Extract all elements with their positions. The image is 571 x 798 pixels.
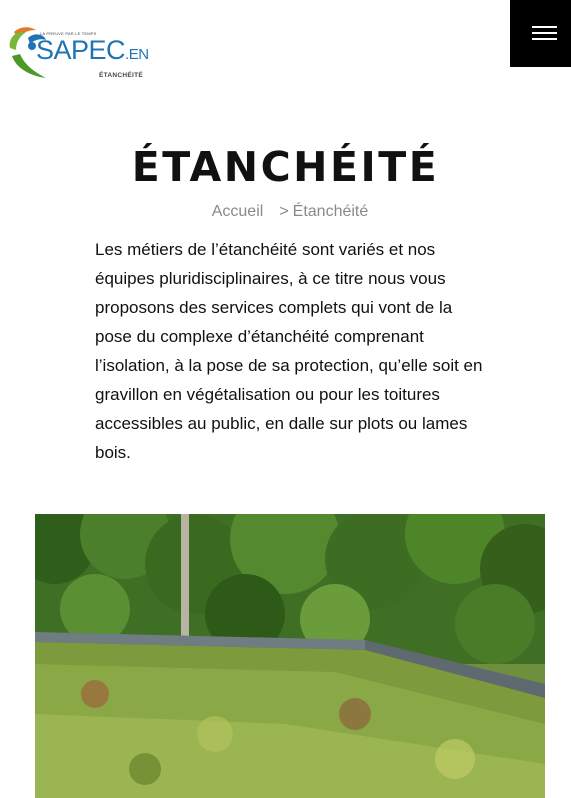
breadcrumb	[0, 203, 571, 221]
green-roof-photo	[35, 514, 545, 798]
intro-paragraph: Les métiers de l’étanchéité sont variés et nos équipes pluridisciplinaires, à ce titre nous vous proposons des services complets qui vont de la pose du complexe d’étanchéité comprenant l’isolation, à la pose de sa protection, qu’elle soit en gravillon en végétalisation ou pour les toitures accessibles au public, en dalle sur plots ou lames bois.	[95, 240, 483, 462]
site-logo[interactable]	[6, 22, 149, 84]
logo-tagline: LA PREUVE PAR LE TEMPS	[40, 31, 97, 36]
site-header	[0, 0, 571, 90]
menu-button[interactable]	[510, 0, 571, 67]
menu-bar-middle	[532, 32, 557, 34]
breadcrumb-current: Étanchéité	[292, 203, 369, 220]
logo-name-suffix: .EN	[125, 46, 149, 63]
menu-bar-top	[532, 26, 557, 28]
logo-wordmark	[36, 37, 149, 64]
page-title: ÉTANCHÉITÉ	[131, 143, 440, 191]
logo-subtitle: ÉTANCHÉITÉ	[99, 72, 144, 79]
breadcrumb-home-link[interactable]: Accueil	[211, 203, 264, 220]
menu-bar-bottom	[532, 38, 557, 40]
breadcrumb-separator: >	[279, 203, 289, 220]
logo-name-text: SAPEC	[36, 35, 126, 65]
